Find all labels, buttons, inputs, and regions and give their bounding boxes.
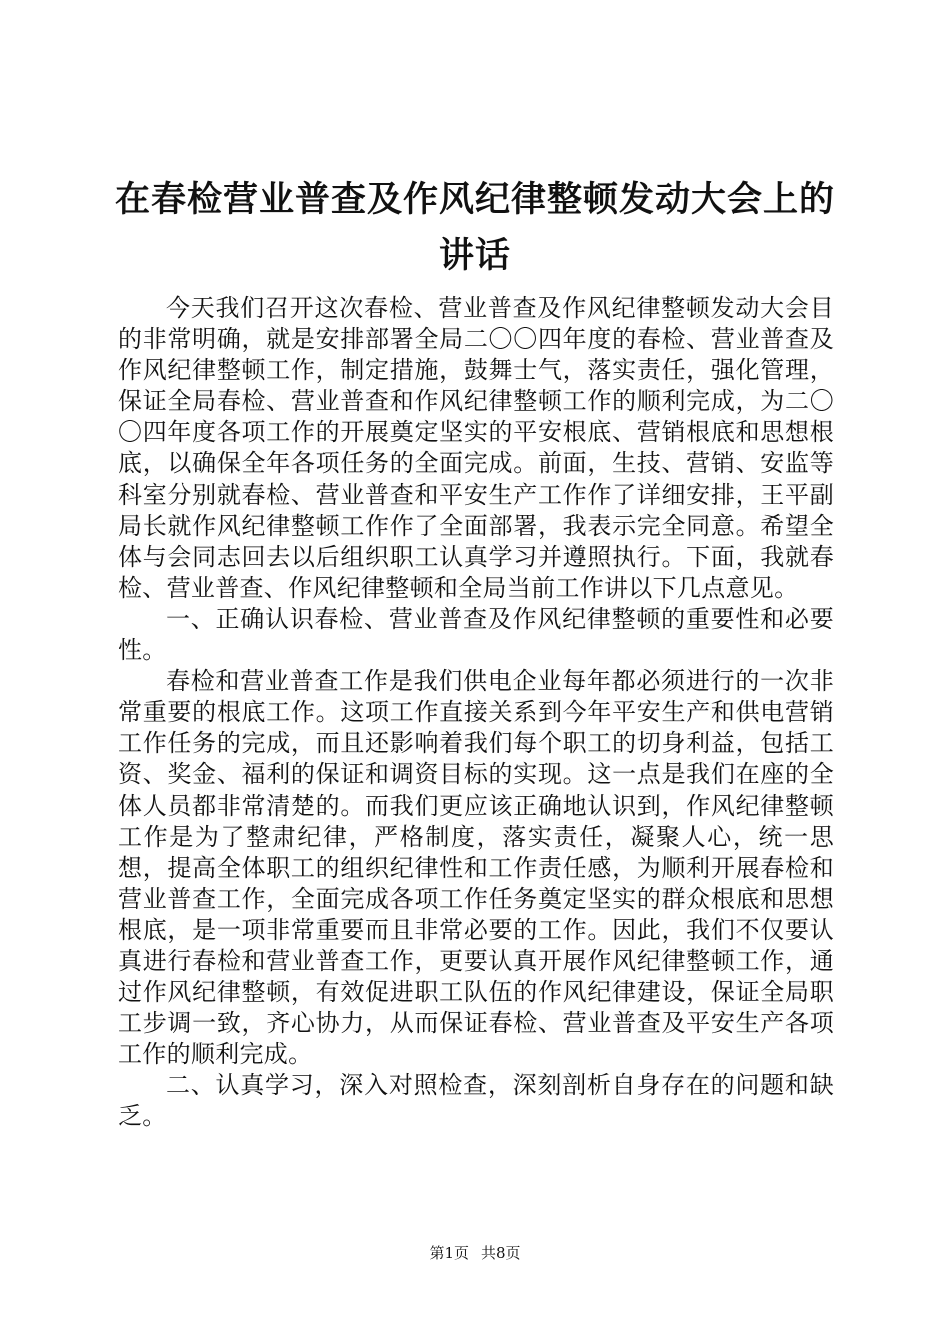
paragraph-intro: 今天我们召开这次春检、营业普查及作风纪律整顿发动大会目的非常明确，就是安排部署全局二〇〇四年度的春检、营业普查及作风纪律整顿工作，制定措施，鼓舞士气，落实责任，强化管理，保证全局春检、营业普查和作风纪律整顿工作的顺利完成，为二〇〇四年度各项工作的开展奠定坚实的平安根底、营销根底和思想根底，以确保全年各项任务的全面完成。前面，生技、营销、安监等科室分别就春检、营业普查和平安生产工作作了详细安排，王平副局长就作风纪律整顿工作作了全面部署，我表示完全同意。希望全体与会同志回去以后组织职工认真学习并遵照执行。下面，我就春检、营业普查、作风纪律整顿和全局当前工作讲以下几点意见。 [118,294,834,602]
page-footer [0,1243,950,1263]
section-heading-2: 二、认真学习，深入对照检查，深刻剖析自身存在的问题和缺乏。 [118,1071,834,1131]
page-total: 共8页 [481,1244,521,1262]
section-heading-1: 一、正确认识春检、营业普查及作风纪律整顿的重要性和必要性。 [118,604,834,665]
paragraph-section-1: 春检和营业普查工作是我们供电企业每年都必须进行的一次非常重要的根底工作。这项工作直接关系到今年平安生产和供电营销工作任务的完成，而且还影响着我们每个职工的切身利益，包括工资、奖金、福利的保证和调资目标的实现。这一点是我们在座的全体人员都非常清楚的。而我们更应该正确地认识到，作风纪律整顿工作是为了整肃纪律，严格制度，落实责任，凝聚人心，统一思想，提高全体职工的组织纪律性和工作责任感，为顺利开展春检和营业普查工作，全面完成各项工作任务奠定坚实的群众根底和思想根底，是一项非常重要而且非常必要的工作。因此，我们不仅要认真进行春检和营业普查工作，更要认真开展作风纪律整顿工作，通过作风纪律整顿，有效促进职工队伍的作风纪律建设，保证全局职工步调一致，齐心协力，从而保证春检、营业普查及平安生产各项工作的顺利完成。 [118,667,834,1069]
page-number: 第1页 [429,1244,469,1262]
document-title: 在春检营业普查及作风纪律整顿发动大会上的讲话 [114,180,835,276]
document-body [118,293,834,1133]
